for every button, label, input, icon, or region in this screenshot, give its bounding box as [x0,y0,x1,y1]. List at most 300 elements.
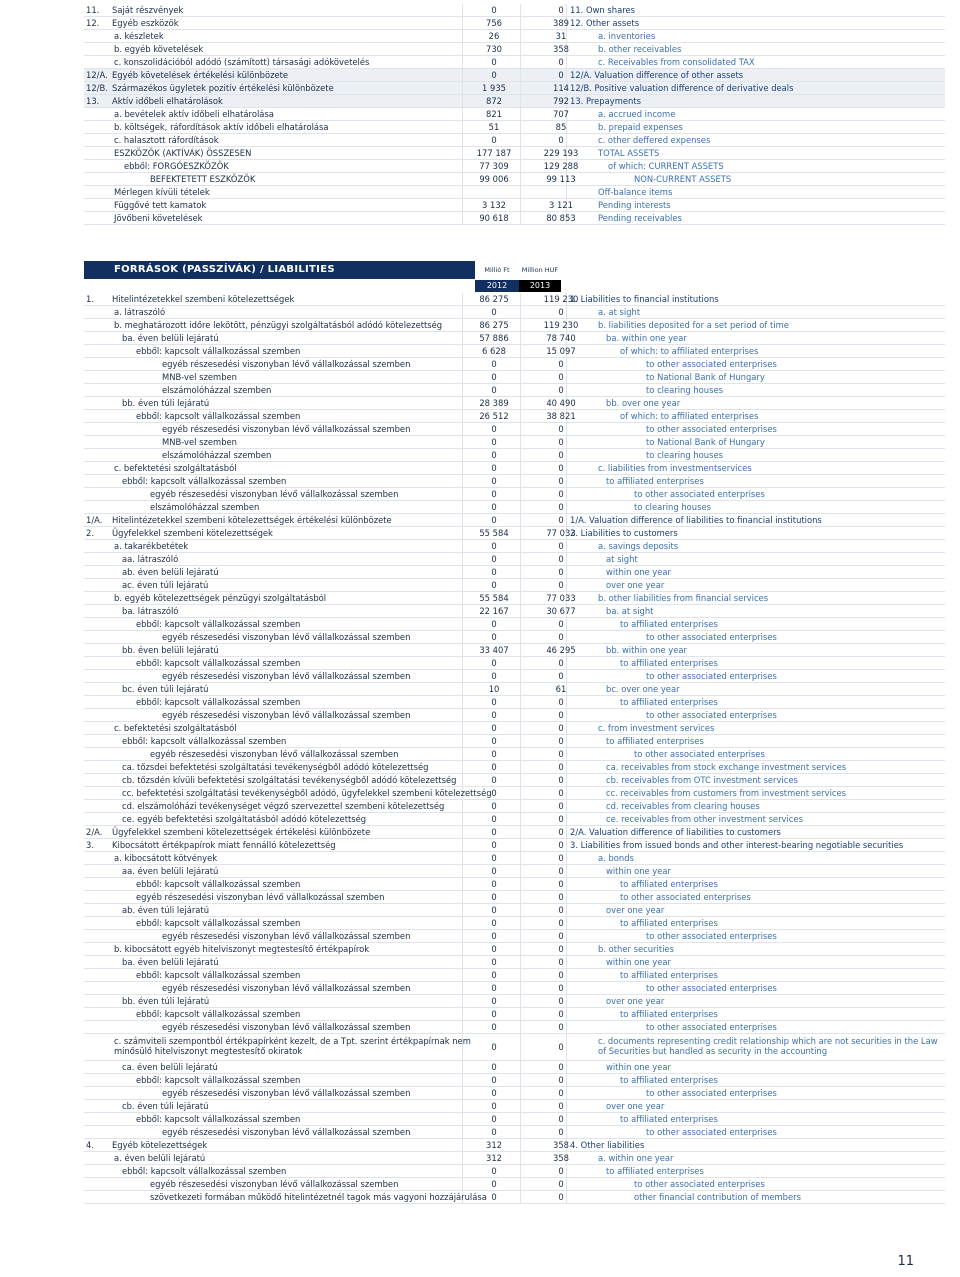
english-label: to affiliated enterprises [620,1075,718,1085]
hungarian-label: ebből: kapcsolt vállalkozással szemben [122,476,287,486]
english-label: within one year [606,567,671,577]
table-row [84,748,945,761]
hungarian-label: MNB-vel szemben [162,372,237,382]
table-row [84,134,945,147]
value-2013: 0 [558,775,564,785]
value-2012: 0 [491,1009,497,1019]
english-label: bb. within one year [606,645,687,655]
table-row [84,956,945,969]
value-2012: 0 [491,619,497,629]
table-row [84,709,945,722]
hungarian-label: Aktív időbeli elhatárolások [112,96,223,106]
english-label: ce. receivables from other investment services [606,814,803,824]
hungarian-label: egyéb részesedési viszonyban lévő vállalkozással szemben [162,424,411,434]
value-2013: 40 490 [546,398,576,408]
hungarian-label: ebből: kapcsolt vállalkozással szemben [136,1075,301,1085]
value-2013: 30 677 [546,606,576,616]
hungarian-label: a. készletek [114,31,164,41]
assets-table [84,4,945,225]
english-label: 2. Liabilities to customers [570,528,678,538]
english-label: to other associated enterprises [620,892,751,902]
value-2012: 0 [491,996,497,1006]
hungarian-label: c. befektetési szolgáltatásból [114,723,237,733]
value-2012: 0 [491,515,497,525]
hungarian-label: egyéb részesedési viszonyban lévő vállalkozással szemben [162,983,411,993]
hungarian-label: ba. éven belüli lejáratú [122,333,219,343]
hungarian-label: egyéb részesedési viszonyban lévő vállalkozással szemben [162,931,411,941]
english-label: to affiliated enterprises [620,918,718,928]
table-row [84,358,945,371]
english-label: c. documents representing credit relationship which are not securities in the Law of Securities but handled as security in the accounting [598,1036,938,1056]
hungarian-label: b. kibocsátott egyéb hitelviszonyt megtestesítő értékpapírok [114,944,370,954]
value-2013: 85 [555,122,567,132]
hungarian-label: aa. éven belüli lejáratú [122,866,219,876]
english-label: a. inventories [598,31,656,41]
value-2012: 0 [491,879,497,889]
value-2013: 0 [558,814,564,824]
english-label: b. other liabilities from financial services [598,593,769,603]
value-2013: 0 [558,658,564,668]
english-label: to affiliated enterprises [606,1166,704,1176]
english-label: Pending interests [598,200,671,210]
table-row [84,579,945,592]
value-2013: 129 288 [543,161,579,171]
value-2012: 0 [491,632,497,642]
value-2013: 0 [558,541,564,551]
value-2013: 77 033 [546,593,576,603]
table-row [84,566,945,579]
value-2012: 0 [491,827,497,837]
value-2013: 0 [558,736,564,746]
english-label: Off-balance items [598,187,673,197]
value-2012: 33 407 [479,645,509,655]
hungarian-label: ab. éven belüli lejáratú [122,567,219,577]
table-row [84,774,945,787]
table-row [84,423,945,436]
value-2012: 6 628 [482,346,506,356]
value-2012: 86 275 [479,294,509,304]
hungarian-label: Egyéb eszközök [112,18,179,28]
english-label: within one year [606,866,671,876]
english-label: to affiliated enterprises [606,736,704,746]
value-2012: 0 [491,463,497,473]
value-2012: 0 [491,762,497,772]
value-2012: 0 [491,892,497,902]
hungarian-label: ebből: FORGÓESZKÖZÖK [124,161,229,171]
table-row [84,527,945,540]
english-label: to other associated enterprises [646,1088,777,1098]
table-row [84,293,945,306]
hungarian-label: b. egyéb követelések [114,44,204,54]
hungarian-label: ebből: kapcsolt vállalkozással szemben [122,1166,287,1176]
hungarian-label: szövetkezeti formában működő hitelintézetnél tagok más vagyoni hozzájárulása [150,1192,487,1202]
english-label: to affiliated enterprises [620,1114,718,1124]
hungarian-label: ebből: kapcsolt vállalkozással szemben [136,658,301,668]
value-2013: 38 821 [546,411,576,421]
value-2012: 0 [491,866,497,876]
table-row [84,683,945,696]
hungarian-label: c. befektetési szolgáltatásból [114,463,237,473]
table-row [84,852,945,865]
value-2012: 55 584 [479,593,509,603]
table-row [84,212,945,225]
table-row [84,462,945,475]
hungarian-label: bc. éven túli lejáratú [122,684,209,694]
value-2012: 57 886 [479,333,509,343]
year-2012-header: 2012 [475,280,519,292]
value-2012: 0 [491,1075,497,1085]
value-2012: 28 389 [479,398,509,408]
column-header-millio-ft: Millió Ft [484,266,510,274]
value-2012: 0 [491,1022,497,1032]
table-row [84,1021,945,1034]
english-label: c. Receivables from consolidated TAX [598,57,755,67]
value-2013: 0 [558,905,564,915]
english-label: bb. over one year [606,398,681,408]
table-row [84,4,945,17]
table-row [84,56,945,69]
english-label: to other associated enterprises [646,983,777,993]
value-2013: 0 [558,554,564,564]
row-number: 12/A. [86,70,108,80]
value-2013: 0 [558,723,564,733]
table-row [84,95,945,108]
hungarian-label: Származékos ügyletek pozitív értékelési különbözete [112,83,334,93]
table-row [84,735,945,748]
english-label: a. at sight [598,307,641,317]
table-row [84,891,945,904]
table-row [84,670,945,683]
table-row [84,904,945,917]
value-2012: 0 [491,814,497,824]
english-label: 13. Prepayments [570,96,641,106]
english-label: to affiliated enterprises [620,619,718,629]
value-2013: 0 [558,632,564,642]
value-2013: 0 [558,1101,564,1111]
value-2012: 0 [491,944,497,954]
table-row [84,449,945,462]
english-label: c. other deffered expenses [598,135,711,145]
english-label: 11. Own shares [570,5,635,15]
value-2013: 0 [558,489,564,499]
hungarian-label: egyéb részesedési viszonyban lévő vállalkozással szemben [150,749,399,759]
hungarian-label: BEFEKTETETT ESZKÖZÖK [150,174,256,184]
hungarian-label: ac. éven túli lejáratú [122,580,209,590]
value-2013: 0 [558,762,564,772]
value-2012: 10 [488,684,500,694]
english-label: to National Bank of Hungary [646,372,765,382]
value-2013: 0 [558,1166,564,1176]
hungarian-label: Mérlegen kívüli tételek [114,187,210,197]
value-2013: 0 [558,840,564,850]
hungarian-label: ebből: kapcsolt vállalkozással szemben [122,736,287,746]
value-2012: 0 [491,775,497,785]
value-2012: 0 [491,905,497,915]
hungarian-label: ebből: kapcsolt vállalkozással szemben [136,411,301,421]
value-2013: 0 [558,1009,564,1019]
row-number: 12. [86,18,100,28]
value-2013: 80 853 [546,213,576,223]
hungarian-label: ebből: kapcsolt vállalkozással szemben [136,1009,301,1019]
value-2013: 707 [553,109,569,119]
table-row [84,540,945,553]
english-label: to clearing houses [646,385,723,395]
value-2013: 792 [553,96,569,106]
value-2013: 0 [558,1062,564,1072]
english-label: within one year [606,957,671,967]
hungarian-label: egyéb részesedési viszonyban lévő vállalkozással szemben [162,710,411,720]
row-number: 12/B. [86,83,108,93]
hungarian-label: egyéb részesedési viszonyban lévő vállalkozással szemben [162,1022,411,1032]
english-label: NON-CURRENT ASSETS [634,174,732,184]
value-2013: 0 [558,135,564,145]
hungarian-label: aa. látraszóló [122,554,179,564]
table-row [84,800,945,813]
value-2013: 0 [558,918,564,928]
value-2013: 0 [558,1179,564,1189]
english-label: to other associated enterprises [646,359,777,369]
value-2012: 0 [491,1114,497,1124]
value-2012: 90 618 [479,213,509,223]
table-row [84,1126,945,1139]
english-label: to other associated enterprises [646,632,777,642]
hungarian-label: bb. éven túli lejáratú [122,398,210,408]
table-row [84,30,945,43]
value-2012: 51 [488,122,500,132]
hungarian-label: c. számviteli szempontból értékpapírként kezelt, de a Tpt. szerint értékpapírnak nem minősülő hitelviszonyt megtestesítő okiratok [114,1036,471,1056]
hungarian-label: Saját részvények [112,5,184,15]
english-label: of which: to affiliated enterprises [620,411,759,421]
row-number: 1/A. [86,515,103,525]
value-2012: 3 132 [482,200,506,210]
value-2012: 26 512 [479,411,509,421]
table-row [84,1087,945,1100]
value-2012: 0 [491,840,497,850]
english-label: a. accrued income [598,109,676,119]
english-label: c. liabilities from investmentservices [598,463,752,473]
english-label: 2/A. Valuation difference of liabilities to customers [570,827,781,837]
value-2012: 0 [491,983,497,993]
value-2013: 0 [558,463,564,473]
table-row [84,199,945,212]
table-row [84,1178,945,1191]
hungarian-label: egyéb részesedési viszonyban lévő vállalkozással szemben [150,1179,399,1189]
table-row [84,43,945,56]
row-number: 1. [86,294,94,304]
column-header-million-huf: Million HUF [521,266,559,274]
table-row [84,605,945,618]
hungarian-label: cd. elszámolóházi tevékenységet végző szervezettel szembeni kötelezettség [122,801,445,811]
value-2012: 0 [491,1166,497,1176]
value-2012: 756 [486,18,502,28]
value-2013: 0 [558,515,564,525]
value-2012: 22 167 [479,606,509,616]
hungarian-label: egyéb részesedési viszonyban lévő vállalkozással szemben [150,489,399,499]
english-label: to other associated enterprises [646,1022,777,1032]
hungarian-label: Hitelintézetekkel szembeni kötelezettségek [112,294,295,304]
value-2012: 0 [491,658,497,668]
english-label: to other associated enterprises [646,710,777,720]
value-2013: 0 [558,1022,564,1032]
value-2012: 312 [486,1153,502,1163]
value-2013: 229 193 [543,148,579,158]
value-2012: 0 [491,359,497,369]
value-2013: 0 [558,1114,564,1124]
value-2013: 15 097 [546,346,576,356]
table-row [84,186,945,199]
english-label: to National Bank of Hungary [646,437,765,447]
value-2012: 0 [491,567,497,577]
table-row [84,1165,945,1178]
value-2013: 31 [555,31,567,41]
value-2013: 0 [558,70,564,80]
english-label: to other associated enterprises [646,1127,777,1137]
table-row [84,108,945,121]
hungarian-label: Egyéb követelések értékelési különbözete [112,70,289,80]
hungarian-label: ebből: kapcsolt vállalkozással szemben [136,1114,301,1124]
hungarian-label: cb. tőzsdén kívüli befektetési szolgáltatási tevékenységből adódó kötelezettség [122,775,457,785]
english-label: b. other receivables [598,44,682,54]
hungarian-label: ba. éven belüli lejáratú [122,957,219,967]
english-label: b. prepaid expenses [598,122,683,132]
table-row [84,592,945,605]
value-2012: 0 [491,1127,497,1137]
table-row [84,1139,945,1152]
value-2012: 821 [486,109,502,119]
hungarian-label: cc. befektetési szolgáltatási tevékenységből adódó, ügyfelekkel szembeni kötelezettség [122,788,492,798]
english-label: 1. Liabilities to financial institutions [570,294,719,304]
table-row [84,553,945,566]
value-2012: 0 [491,918,497,928]
value-2013: 77 033 [546,528,576,538]
hungarian-label: egyéb részesedési viszonyban lévő vállalkozással szemben [136,892,385,902]
value-2013: 0 [558,372,564,382]
value-2012: 0 [491,476,497,486]
value-2012: 0 [491,749,497,759]
hungarian-label: egyéb részesedési viszonyban lévő vállalkozással szemben [162,359,411,369]
value-2013: 0 [558,853,564,863]
english-label: to affiliated enterprises [620,970,718,980]
hungarian-label: a. látraszóló [114,307,166,317]
value-2013: 0 [558,580,564,590]
hungarian-label: Ügyfelekkel szembeni kötelezettségek [112,528,273,538]
english-label: to clearing houses [634,502,711,512]
table-row [84,173,945,186]
table-row [84,813,945,826]
hungarian-label: ESZKÖZÖK (AKTÍVÁK) ÖSSZESEN [114,148,252,158]
english-label: of which: to affiliated enterprises [620,346,759,356]
hungarian-label: bb. éven belüli lejáratú [122,645,219,655]
english-label: b. liabilities deposited for a set period of time [598,320,789,330]
table-row [84,488,945,501]
value-2013: 78 740 [546,333,576,343]
value-2013: 0 [558,57,564,67]
value-2013: 0 [558,697,564,707]
table-row [84,943,945,956]
english-label: to affiliated enterprises [620,658,718,668]
english-label: over one year [606,1101,665,1111]
hungarian-label: ebből: kapcsolt vállalkozással szemben [136,697,301,707]
table-row [84,865,945,878]
value-2013: 0 [558,801,564,811]
hungarian-label: elszámolóházzal szemben [162,450,272,460]
english-label: a. within one year [598,1153,674,1163]
english-label: to affiliated enterprises [606,476,704,486]
english-label: ca. receivables from stock exchange investment services [606,762,847,772]
hungarian-label: a. éven belüli lejáratú [114,1153,206,1163]
hungarian-label: b. meghatározott időre lekötött, pénzügyi szolgáltatásból adódó kötelezettség [114,320,443,330]
value-2013: 0 [558,437,564,447]
value-2012: 0 [491,853,497,863]
table-row [84,410,945,423]
value-2012: 0 [491,1088,497,1098]
table-row [84,1008,945,1021]
table-row [84,878,945,891]
table-row [84,1113,945,1126]
english-label: ba. at sight [606,606,654,616]
hungarian-label: b. egyéb kötelezettségek pénzügyi szolgáltatásból [114,593,327,603]
value-2013: 114 [553,83,569,93]
hungarian-label: ba. látraszóló [122,606,179,616]
hungarian-label: Jövőbeni követelések [114,213,203,223]
value-2013: 0 [558,359,564,369]
hungarian-label: Hitelintézetekkel szembeni kötelezettségek értékelési különbözete [112,515,392,525]
table-row [84,501,945,514]
value-2013: 0 [558,424,564,434]
liabilities-table [84,293,945,1204]
hungarian-label: Kibocsátott értékpapírok miatt fennálló kötelezettség [112,840,336,850]
table-row [84,657,945,670]
value-2013: 358 [553,1153,569,1163]
hungarian-label: ab. éven túli lejáratú [122,905,210,915]
english-label: at sight [606,554,638,564]
value-2012: 0 [491,710,497,720]
liabilities-title: FORRÁSOK (PASSZÍVÁK) / LIABILITIES [114,264,335,275]
english-label: to clearing houses [646,450,723,460]
value-2012: 0 [491,801,497,811]
value-2012: 0 [491,424,497,434]
english-label: cd. receivables from clearing houses [606,801,760,811]
value-2013: 0 [558,957,564,967]
value-2013: 0 [558,1192,564,1202]
liabilities-banner [84,261,475,279]
hungarian-label: egyéb részesedési viszonyban lévő vállalkozással szemben [162,1088,411,1098]
value-2013: 0 [558,567,564,577]
value-2012: 0 [491,437,497,447]
value-2013: 0 [558,710,564,720]
table-row [84,1061,945,1074]
value-2012: 0 [491,1042,497,1052]
value-2012: 1 935 [482,83,506,93]
value-2013: 46 295 [546,645,576,655]
hungarian-label: Egyéb kötelezettségek [112,1140,208,1150]
table-row [84,82,945,95]
value-2013: 0 [558,671,564,681]
table-row [84,332,945,345]
english-label: to affiliated enterprises [620,697,718,707]
value-2012: 26 [488,31,500,41]
english-label: 12/A. Valuation difference of other assets [570,70,744,80]
table-row [84,1100,945,1113]
value-2012: 99 006 [479,174,509,184]
english-label: 3. Liabilities from issued bonds and other interest-bearing negotiable securities [570,840,904,850]
value-2012: 0 [491,554,497,564]
hungarian-label: elszámolóházzal szemben [150,502,260,512]
value-2013: 0 [558,1088,564,1098]
english-label: 12/B. Positive valuation difference of derivative deals [570,83,794,93]
table-row [84,917,945,930]
table-row [84,306,945,319]
